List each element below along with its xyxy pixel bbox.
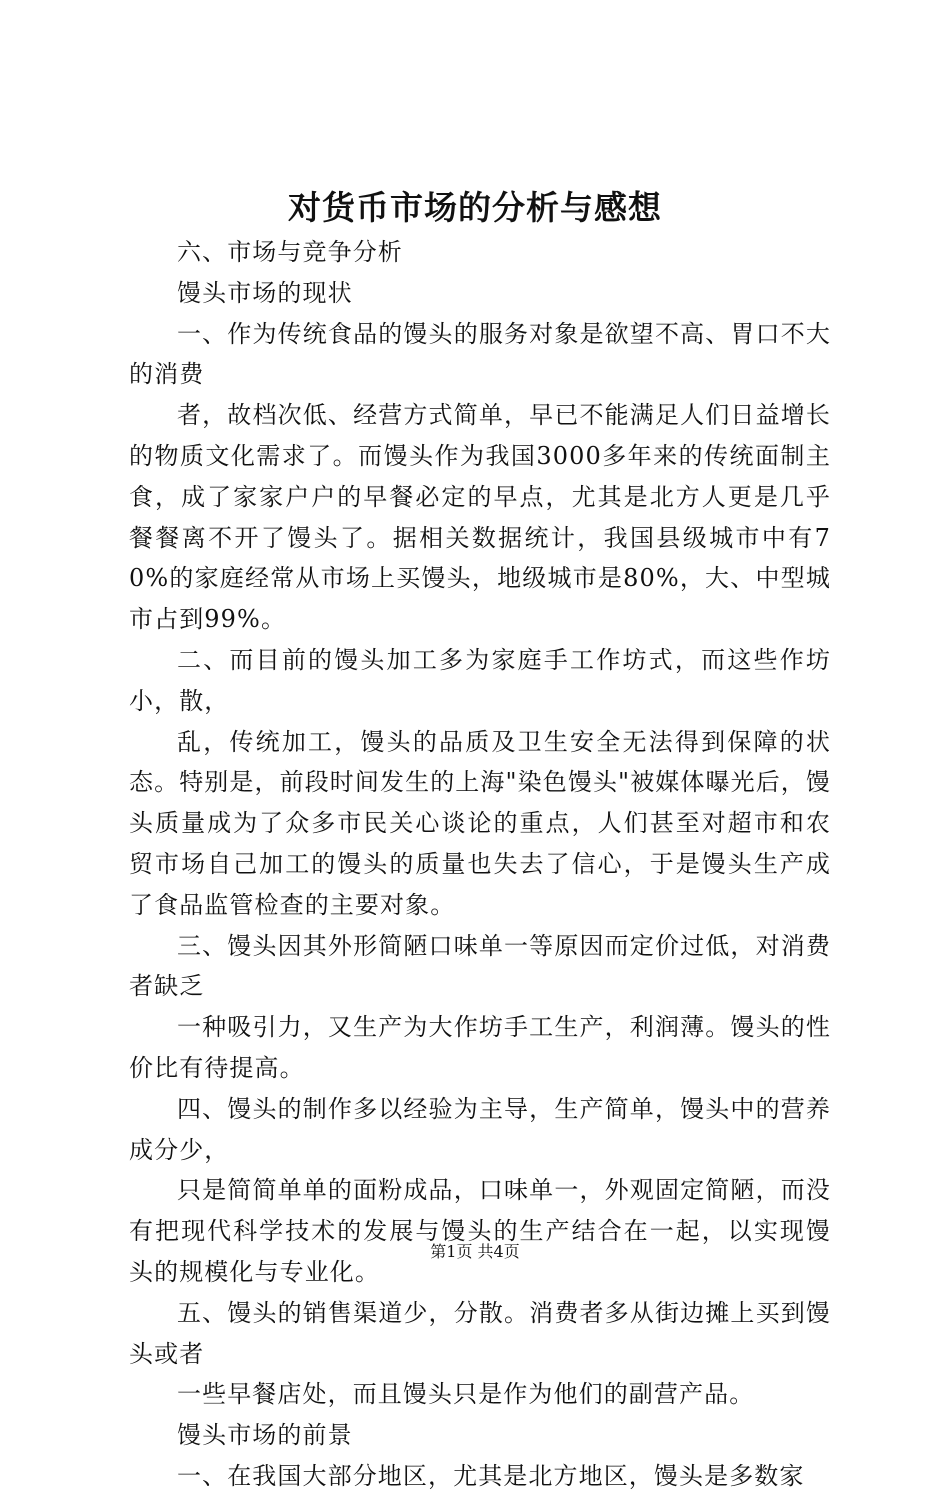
subsection-heading: 馒头市场的前景 — [177, 1421, 353, 1450]
body-paragraph: 乱，传统加工，馒头的品质及卫生安全无法得到保障的状态。特别是，前段时间发生的上海"染色馒头"被媒体曝光后，馒头质量成为了众多市民关心谈论的重点，人们甚至对超市和农贸市场自己加工的馒头的质量也失去了信心，于是馒头生产成了食品监管检查的主要对象。 — [129, 727, 831, 919]
body-paragraph: 一、在我国大部分地区，尤其是北方地区，馒头是多数家 — [177, 1461, 805, 1490]
subsection-heading: 馒头市场的现状 — [177, 278, 353, 307]
body-paragraph: 只是简简单单的面粉成品，口味单一，外观固定简陋，而没有把现代科学技术的发展与馒头的生产结合在一起，以实现馒头的规模化与专业化。 — [129, 1176, 831, 1286]
document-title: 对货币市场的分析与感想 — [288, 188, 662, 227]
body-paragraph: 三、馒头因其外形简陋口味单一等原因而定价过低，对消费者缺乏 — [129, 931, 831, 1001]
body-paragraph: 一种吸引力，又生产为大作坊手工生产，利润薄。馒头的性价比有待提高。 — [129, 1013, 831, 1082]
document-body — [129, 232, 831, 1497]
body-paragraph: 二、而目前的馒头加工多为家庭手工作坊式，而这些作坊小，散， — [129, 645, 831, 715]
page-footer: 第1页 共4页 — [430, 1242, 520, 1261]
body-paragraph: 五、馒头的销售渠道少，分散。消费者多从街边摊上买到馒头或者 — [129, 1298, 831, 1368]
body-paragraph: 四、馒头的制作多以经验为主导，生产简单，馒头中的营养成分少， — [129, 1094, 831, 1164]
body-paragraph: 一、作为传统食品的馒头的服务对象是欲望不高、胃口不大的消费 — [129, 319, 831, 389]
section-heading: 六、市场与竞争分析 — [177, 238, 403, 266]
body-paragraph: 者，故档次低、经营方式简单，早已不能满足人们日益增长的物质文化需求了。而馒头作为我国3000多年来的传统面制主食，成了家家户户的早餐必定的早点，尤其是北方人更是几乎餐餐离不开了馒头了。据相关数据统计，我国县级城市中有70%的家庭经常从市场上买馒头，地级城市是80%，大、中型城市占到99%。 — [129, 401, 831, 634]
body-paragraph: 一些早餐店处，而且馒头只是作为他们的副营产品。 — [177, 1380, 755, 1409]
